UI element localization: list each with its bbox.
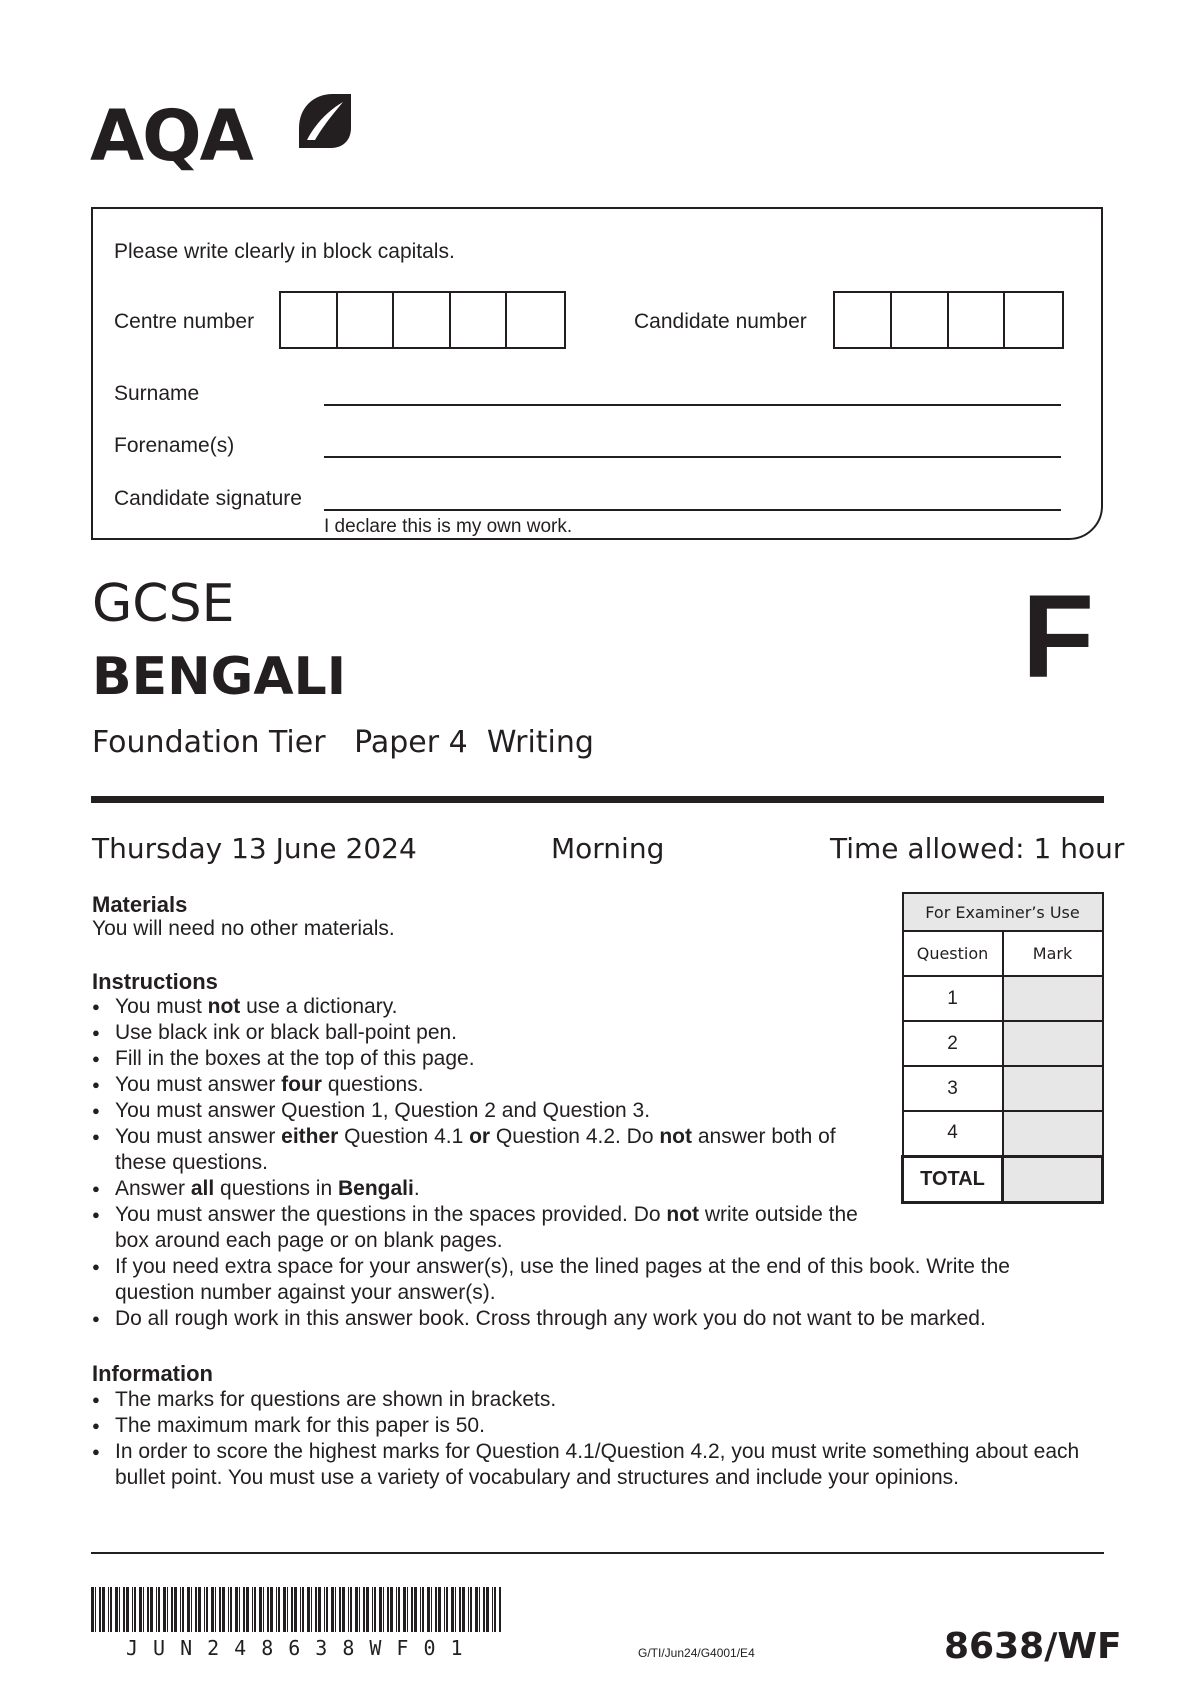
declaration-text: I declare this is my own work. (324, 516, 573, 537)
paper-code: 8638/WF (944, 1626, 1122, 1667)
block-capitals-instruction: Please write clearly in block capitals. (114, 240, 455, 263)
barcode-bar (91, 1587, 94, 1632)
barcode-bar (483, 1587, 485, 1632)
instruction-item: ● Do all rough work in this answer book. Cross through any work you do not want to be marked. (92, 1306, 1092, 1332)
barcode-bar (182, 1587, 184, 1632)
information-item: ● The maximum mark for this paper is 50. (92, 1413, 1092, 1439)
instruction-item: ● Fill in the boxes at the top of this page. (92, 1046, 1092, 1072)
barcode-bar (435, 1587, 437, 1632)
leaf-icon (293, 88, 353, 150)
barcode-bar (324, 1587, 325, 1632)
barcode-bar (283, 1587, 286, 1632)
barcode-bar (126, 1587, 129, 1632)
barcode-bar (398, 1587, 400, 1632)
barcode-bar (198, 1587, 201, 1632)
question-number-cell: 2 (903, 1021, 1003, 1066)
barcode-bar (366, 1587, 369, 1632)
information-heading: Information (92, 1361, 213, 1386)
barcode-bar (335, 1587, 336, 1632)
barcode-bar (342, 1587, 345, 1632)
information-item: ● The marks for questions are shown in brackets. (92, 1387, 1092, 1413)
barcode-bar (239, 1587, 240, 1632)
barcode-bar (174, 1587, 177, 1632)
instruction-item: ● Answer all questions in Bengali. (92, 1176, 1092, 1202)
barcode-bar (427, 1587, 430, 1632)
barcode-bar (315, 1587, 317, 1632)
instruction-item: ● You must answer Question 1, Question 2 and Question 3. (92, 1098, 1092, 1124)
barcode-bar (326, 1587, 328, 1632)
barcode-bar (422, 1587, 424, 1632)
signature-field[interactable] (324, 509, 1061, 511)
forename-field[interactable] (324, 456, 1061, 458)
barcode-bar (191, 1587, 192, 1632)
examiner-use-table (901, 892, 1104, 1204)
barcode-bar (259, 1587, 262, 1632)
barcode-bar (414, 1587, 417, 1632)
instructions-heading: Instructions (92, 969, 218, 994)
centre-number-boxes[interactable] (279, 291, 566, 349)
barcode (91, 1587, 501, 1632)
examiner-table-title: For Examiner’s Use (903, 893, 1103, 931)
materials-text: You will need no other materials. (92, 917, 395, 940)
barcode-bar (387, 1587, 389, 1632)
question-number-cell: 4 (903, 1111, 1003, 1156)
mark-cell[interactable] (1003, 1066, 1103, 1111)
instruction-item: ● Use black ink or black ball-point pen. (92, 1020, 1092, 1046)
barcode-bar (318, 1587, 321, 1632)
barcode-bar (102, 1587, 105, 1632)
barcode-bar (396, 1587, 397, 1632)
barcode-bar (195, 1587, 197, 1632)
barcode-bar (355, 1587, 358, 1632)
qualification-level: GCSE (92, 574, 235, 634)
barcode-bar (134, 1587, 136, 1632)
barcode-bar (204, 1587, 205, 1632)
centre-number-label: Centre number (114, 310, 255, 333)
instruction-item: ● You must answer four questions. (92, 1072, 1092, 1098)
barcode-bar (411, 1587, 413, 1632)
mark-cell[interactable] (1003, 1111, 1103, 1156)
barcode-bar (156, 1587, 157, 1632)
title-divider (91, 796, 1104, 803)
barcode-bar (470, 1587, 472, 1632)
total-mark-cell[interactable] (1003, 1156, 1103, 1202)
candidate-number-boxes[interactable] (833, 291, 1064, 349)
barcode-bar (451, 1587, 454, 1632)
mark-cell[interactable] (1003, 1021, 1103, 1066)
aqa-logo (90, 88, 350, 180)
barcode-bar (492, 1587, 493, 1632)
mark-column-header: Mark (1003, 931, 1103, 976)
barcode-bar (499, 1587, 501, 1632)
tier-label: Foundation Tier (92, 725, 326, 760)
barcode-bar (359, 1587, 360, 1632)
barcode-bar (307, 1587, 310, 1632)
candidate-number-label: Candidate number (634, 310, 807, 333)
logo-text: AQA (90, 95, 252, 177)
barcode-bar (383, 1587, 384, 1632)
barcode-bar (331, 1587, 334, 1632)
barcode-bar (187, 1587, 190, 1632)
barcode-bar (110, 1587, 112, 1632)
mark-cell[interactable] (1003, 976, 1103, 1021)
barcode-bar (444, 1587, 445, 1632)
question-number-cell: 3 (903, 1066, 1003, 1111)
barcode-bar (123, 1587, 125, 1632)
barcode-bar (455, 1587, 456, 1632)
barcode-bar (278, 1587, 280, 1632)
barcode-bar (291, 1587, 293, 1632)
barcode-bar (311, 1587, 312, 1632)
barcode-bar (167, 1587, 168, 1632)
barcode-bar (468, 1587, 469, 1632)
question-column-header: Question (903, 931, 1003, 976)
barcode-bar (486, 1587, 489, 1632)
barcode-bar (132, 1587, 133, 1632)
barcode-bar (99, 1587, 101, 1632)
subject-title: BENGALI (92, 647, 347, 707)
barcode-text: JUN248638WF01 (126, 1636, 478, 1660)
signature-label: Candidate signature (114, 487, 302, 510)
barcode-bar (372, 1587, 373, 1632)
barcode-bar (276, 1587, 277, 1632)
barcode-bar (143, 1587, 144, 1632)
footer-divider (91, 1552, 1104, 1554)
barcode-bar (300, 1587, 301, 1632)
barcode-bar (147, 1587, 149, 1632)
barcode-bar (302, 1587, 304, 1632)
forename-label: Forename(s) (114, 434, 235, 457)
materials-heading: Materials (92, 892, 188, 917)
question-number-cell: 1 (903, 976, 1003, 1021)
barcode-bar (219, 1587, 221, 1632)
barcode-bar (222, 1587, 225, 1632)
barcode-bar (459, 1587, 461, 1632)
barcode-bar (407, 1587, 408, 1632)
barcode-bar (479, 1587, 480, 1632)
document-reference: G/TI/Jun24/G4001/E4 (638, 1646, 755, 1660)
barcode-bar (287, 1587, 288, 1632)
barcode-bar (139, 1587, 142, 1632)
information-list (92, 1387, 1092, 1491)
instruction-item: ● If you need extra space for your answer(s), use the lined pages at the end of this book. Write the question number against your answer(s). (92, 1254, 1092, 1306)
time-allowed: Time allowed: 1 hour (830, 832, 1125, 865)
surname-field[interactable] (324, 404, 1061, 406)
barcode-bar (267, 1587, 269, 1632)
barcode-bar (350, 1587, 352, 1632)
exam-session: Morning (551, 832, 665, 865)
barcode-bar (95, 1587, 96, 1632)
barcode-bar (115, 1587, 118, 1632)
barcode-bar (390, 1587, 393, 1632)
barcode-bar (263, 1587, 264, 1632)
exam-date: Thursday 13 June 2024 (92, 832, 417, 865)
barcode-bar (171, 1587, 173, 1632)
barcode-bar (228, 1587, 229, 1632)
barcode-bar (379, 1587, 382, 1632)
tier-letter: F (1022, 571, 1095, 703)
barcode-bar (235, 1587, 238, 1632)
barcode-bar (246, 1587, 249, 1632)
barcode-bar (163, 1587, 166, 1632)
instruction-item: ● You must answer either Question 4.1 or Question 4.2. Do not answer both of these questions. (92, 1124, 885, 1176)
barcode-bar (294, 1587, 297, 1632)
barcode-bar (438, 1587, 441, 1632)
barcode-bar (339, 1587, 341, 1632)
barcode-bar (494, 1587, 496, 1632)
barcode-bar (431, 1587, 432, 1632)
barcode-bar (230, 1587, 232, 1632)
barcode-bar (374, 1587, 376, 1632)
barcode-bar (180, 1587, 181, 1632)
barcode-bar (363, 1587, 365, 1632)
paper-number: Paper 4 (354, 725, 468, 760)
barcode-bar (108, 1587, 109, 1632)
barcode-bar (475, 1587, 478, 1632)
barcode-bar (158, 1587, 160, 1632)
barcode-bar (462, 1587, 465, 1632)
barcode-bar (211, 1587, 214, 1632)
barcode-bar (254, 1587, 256, 1632)
paper-component: Writing (486, 725, 594, 760)
barcode-bar (119, 1587, 120, 1632)
barcode-bar (206, 1587, 208, 1632)
barcode-bar (150, 1587, 153, 1632)
surname-label: Surname (114, 382, 200, 405)
instruction-item: ● You must answer the questions in the spaces provided. Do not write outside the box around each page or on blank pages. (92, 1202, 885, 1254)
total-label: TOTAL (903, 1156, 1003, 1202)
barcode-bar (215, 1587, 216, 1632)
barcode-bar (348, 1587, 349, 1632)
barcode-bar (270, 1587, 273, 1632)
barcode-bar (446, 1587, 448, 1632)
barcode-bar (252, 1587, 253, 1632)
information-item: ● In order to score the highest marks for Question 4.1/Question 4.2, you must write something about each bullet point. You must use a variety of vocabulary and structures and include your opinions. (92, 1439, 1092, 1491)
barcode-bar (420, 1587, 421, 1632)
tier-paper-line (92, 725, 594, 760)
barcode-bar (403, 1587, 406, 1632)
instruction-item: ● You must not use a dictionary. (92, 994, 1092, 1020)
barcode-bar (243, 1587, 245, 1632)
